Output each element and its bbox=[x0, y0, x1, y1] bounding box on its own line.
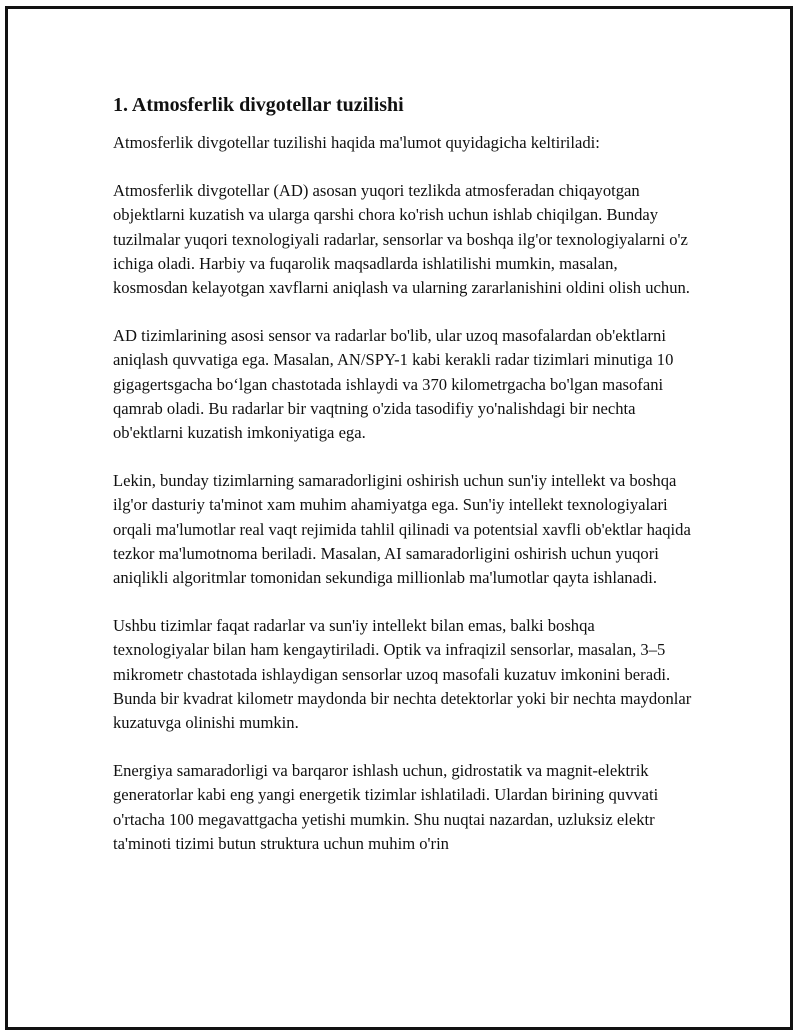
document-body bbox=[113, 90, 693, 880]
document-title: 1. Atmosferlik divgotellar tuzilishi bbox=[113, 94, 404, 116]
paragraph-radar-systems: AD tizimlarining asosi sensor va radarlar bo'lib, ular uzoq masofalardan ob'ektlarni aniqlash quvvatiga ega. Masalan, AN/SPY-1 kabi kerakli radar tizimlari minutiga 10 gigagertsgacha bo‘lgan chastotada ishlaydi va 370 kilometrgacha bo'lgan masofani qamrab oladi. Bu radarlar bir vaqtning o'zida tasodifiy yo'nalishdagi bir nechta ob'ektlarni kuzatish imkoniyatiga ega. bbox=[113, 326, 674, 443]
paragraph-energy-systems: Energiya samaradorligi va barqaror ishlash uchun, gidrostatik va magnit-elektrik generatorlar kabi eng yangi energetik tizimlar ishlatiladi. Ulardan birining quvvati o'rtacha 100 megavattgacha yetishi mumkin. Shu nuqtai nazardan, uzluksiz elektr ta'minoti tizimi butun struktura uchun muhim o'rin bbox=[113, 761, 659, 853]
paragraph-intro: Atmosferlik divgotellar tuzilishi haqida ma'lumot quyidagicha keltiriladi: bbox=[113, 133, 600, 152]
paragraph-ad-overview: Atmosferlik divgotellar (AD) asosan yuqori tezlikda atmosferadan chiqayotgan objektlarni kuzatish va ularga qarshi chora ko'rish uchun ishlab chiqilgan. Bunday tuzilmalar yuqori texnologiyali radarlar, sensorlar va boshqa ilg'or texnologiyalarni o'z ichiga oladi. Harbiy va fuqarolik maqsadlarda ishlatilishi mumkin, masalan, kosmosdan kelayotgan xavflarni aniqlash va ularning zararlanishini oldini olish uchun. bbox=[113, 181, 690, 298]
paragraph-optical-sensors: Ushbu tizimlar faqat radarlar va sun'iy intellekt bilan emas, balki boshqa texnologiyalar bilan ham kengaytiriladi. Optik va infraqizil sensorlar, masalan, 3–5 mikrometr chastotada ishlaydigan sensorlar uzoq masofali kuzatuv imkonini beradi. Bunda bir kvadrat kilometr maydonda bir nechta detektorlar yoki bir nechta maydonlar kuzatuvga olinishi mumkin. bbox=[113, 616, 692, 733]
paragraph-artificial-intelligence: Lekin, bunday tizimlarning samaradorligini oshirish uchun sun'iy intellekt va boshqa ilg'or dasturiy ta'minot xam muhim ahamiyatga ega. Sun'iy intellekt texnologiyalari orqali ma'lumotlar real vaqt rejimida tahlil qilinadi va potentsial xavfli ob'ektlar haqida tezkor ma'lumotnoma beriladi. Masalan, AI samaradorligini oshirish uchun yuqori aniqlikli algoritmlar tomonidan sekundiga millionlab ma'lumotlar qayta ishlanadi. bbox=[113, 471, 691, 588]
